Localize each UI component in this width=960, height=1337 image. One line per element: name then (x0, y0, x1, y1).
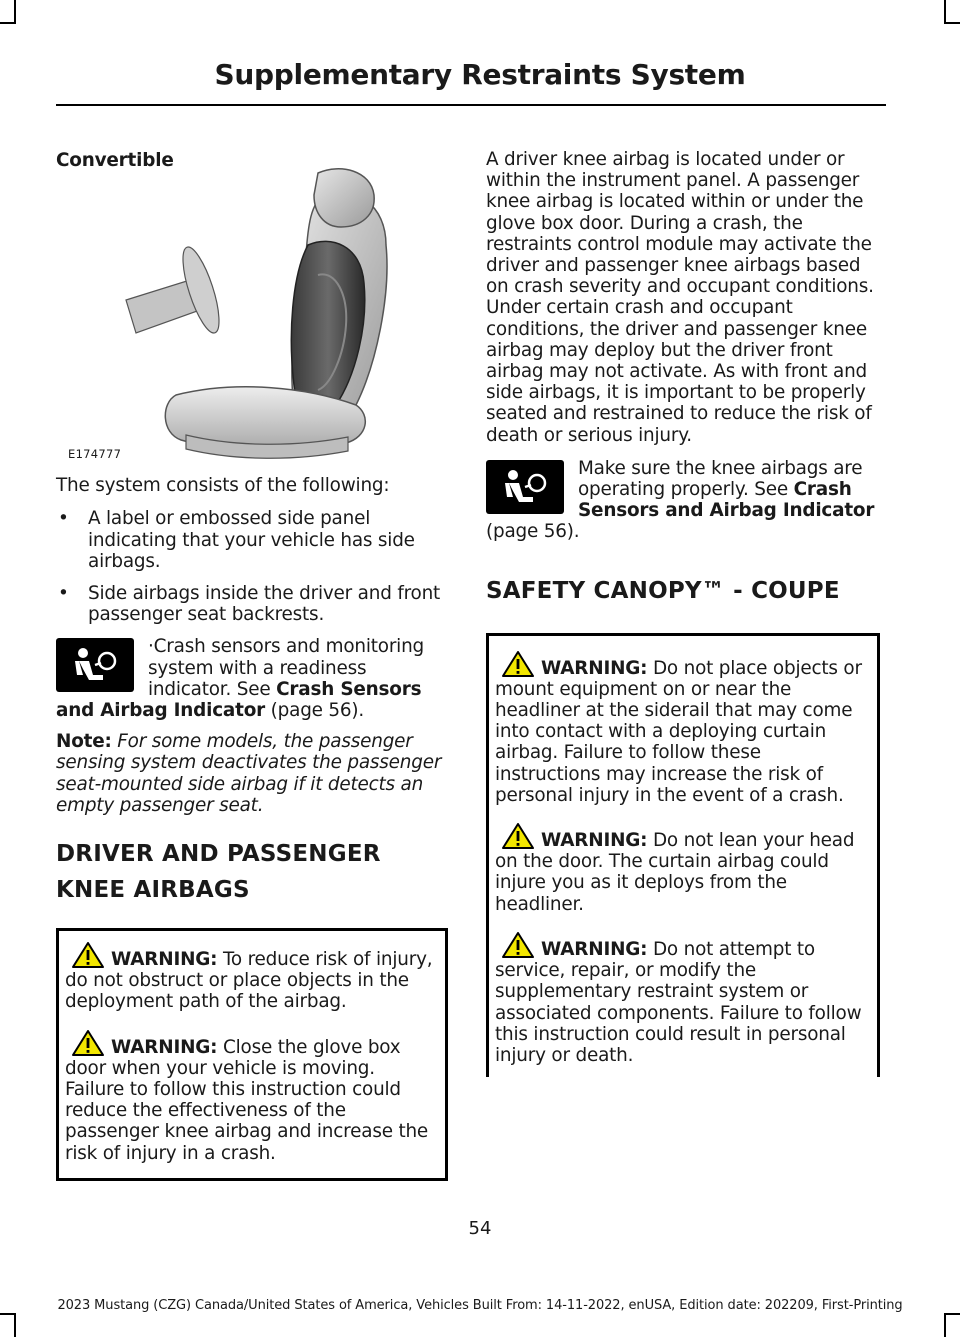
warning-triangle-icon (501, 650, 535, 678)
warning-item (495, 822, 871, 915)
warning-label: WARNING: (541, 938, 648, 960)
component-list (56, 508, 448, 625)
crash-sensor-row (56, 636, 448, 721)
warning-item (65, 1029, 439, 1164)
section-title-knee-airbags (56, 836, 448, 908)
warning-label: WARNING: (111, 1036, 218, 1058)
section-title-line: DRIVER AND PASSENGER (56, 841, 381, 868)
warning-box-canopy (486, 633, 880, 1077)
crop-mark (0, 22, 16, 24)
convertible-heading: Convertible (56, 150, 174, 171)
crop-mark (944, 22, 960, 24)
section-title-line: KNEE AIRBAGS (56, 877, 250, 904)
note-label: Note: (56, 731, 112, 753)
crop-mark (944, 1313, 960, 1315)
section-title-safety-canopy: SAFETY CANOPY™ - COUPE (486, 577, 840, 604)
warning-triangle-icon (501, 931, 535, 959)
warning-triangle-icon (71, 941, 105, 969)
crash-sensor-desc: ·Crash sensors and monitoring system with a readiness indicator. See (148, 636, 425, 700)
list-item: • A label or embossed side panel indicating that your vehicle has side airbags. (56, 508, 448, 572)
crop-mark (944, 0, 946, 24)
warning-item (495, 650, 871, 806)
seat-airbag-icon (56, 165, 448, 465)
make-sure-row (486, 458, 880, 543)
footer-edition-info: 2023 Mustang (CZG) Canada/United States of America, Vehicles Built From: 14-11-2022, enUSA, Edition date: 202209, First-Printing (57, 1298, 903, 1313)
note-text: For some models, the passenger sensing system deactivates the passenger seat-mounted side airbag if it detects an empty passenger seat. (56, 731, 442, 816)
warning-label: WARNING: (111, 949, 218, 971)
header-rule (56, 104, 886, 106)
warning-text: To reduce risk of injury, do not obstruct or place objects in the deployment path of the airbag. (65, 949, 433, 1013)
page-reference: (page 56). (265, 700, 365, 722)
crop-mark (14, 0, 16, 24)
knee-airbag-paragraph: A driver knee airbag is located under or within the instrument panel. A passenger knee airbag is located within or under the glove box door. During a crash, the restraints control module may activate the driver and passenger knee airbags based on crash severity and occupant conditions. Under certain crash and occupant conditions, the driver and passenger knee airbag may deploy but the driver front airbag may not activate. As with front and side airbags, it is important to be properly seated and restrained to reduce the risk of death or serious injury. (486, 149, 874, 446)
crash-sensors-link[interactable]: Crash Sensors and Airbag Indicator (578, 479, 875, 522)
warning-box-knee (56, 928, 448, 1181)
warning-triangle-icon (501, 822, 535, 850)
crop-mark (944, 1313, 946, 1337)
warning-text: Close the glove box door when your vehicle is moving. Failure to follow this instruction could reduce the effectiveness of the passenger knee airbag and increase the risk of injury in a crash. (65, 1036, 429, 1164)
crash-sensors-link[interactable]: Crash Sensors and Airbag Indicator (56, 678, 422, 722)
warning-item (495, 931, 871, 1066)
warning-text: Do not lean your head on the door. The curtain airbag could injure you as it deploys from the headliner. (495, 830, 855, 915)
make-sure-desc: Make sure the knee airbags are operating properly. See (578, 457, 863, 501)
seat-airbag-illustration (56, 165, 448, 465)
figure-code: E174777 (68, 447, 122, 462)
consists-intro: The system consists of the following: (56, 475, 390, 497)
list-item: • Side airbags inside the driver and front passenger seat backrests. (56, 583, 448, 625)
airbag-indicator-icon (56, 638, 134, 692)
left-column (56, 140, 448, 1181)
crop-mark (0, 1313, 16, 1315)
page-header-title: Supplementary Restraints System (214, 58, 746, 91)
note (56, 731, 448, 816)
warning-item (65, 941, 439, 1013)
airbag-indicator-icon (486, 460, 564, 514)
warning-label: WARNING: (541, 657, 648, 679)
page-number: 54 (468, 1218, 492, 1239)
warning-text: Do not place objects or mount equipment on or near the headliner at the siderail that may come into contact with a deploying curtain airbag. Failure to follow these instructions may increase the risk of personal injury in the event of a crash. (495, 657, 862, 806)
warning-label: WARNING: (541, 830, 648, 852)
right-column (486, 140, 880, 1077)
warning-triangle-icon (71, 1029, 105, 1057)
page-reference: (page 56). (486, 521, 580, 543)
crop-mark (14, 1313, 16, 1337)
warning-text: Do not attempt to service, repair, or modify the supplementary restraint system or associated components. Failure to follow this instruction could result in personal injury or death. (495, 938, 862, 1066)
